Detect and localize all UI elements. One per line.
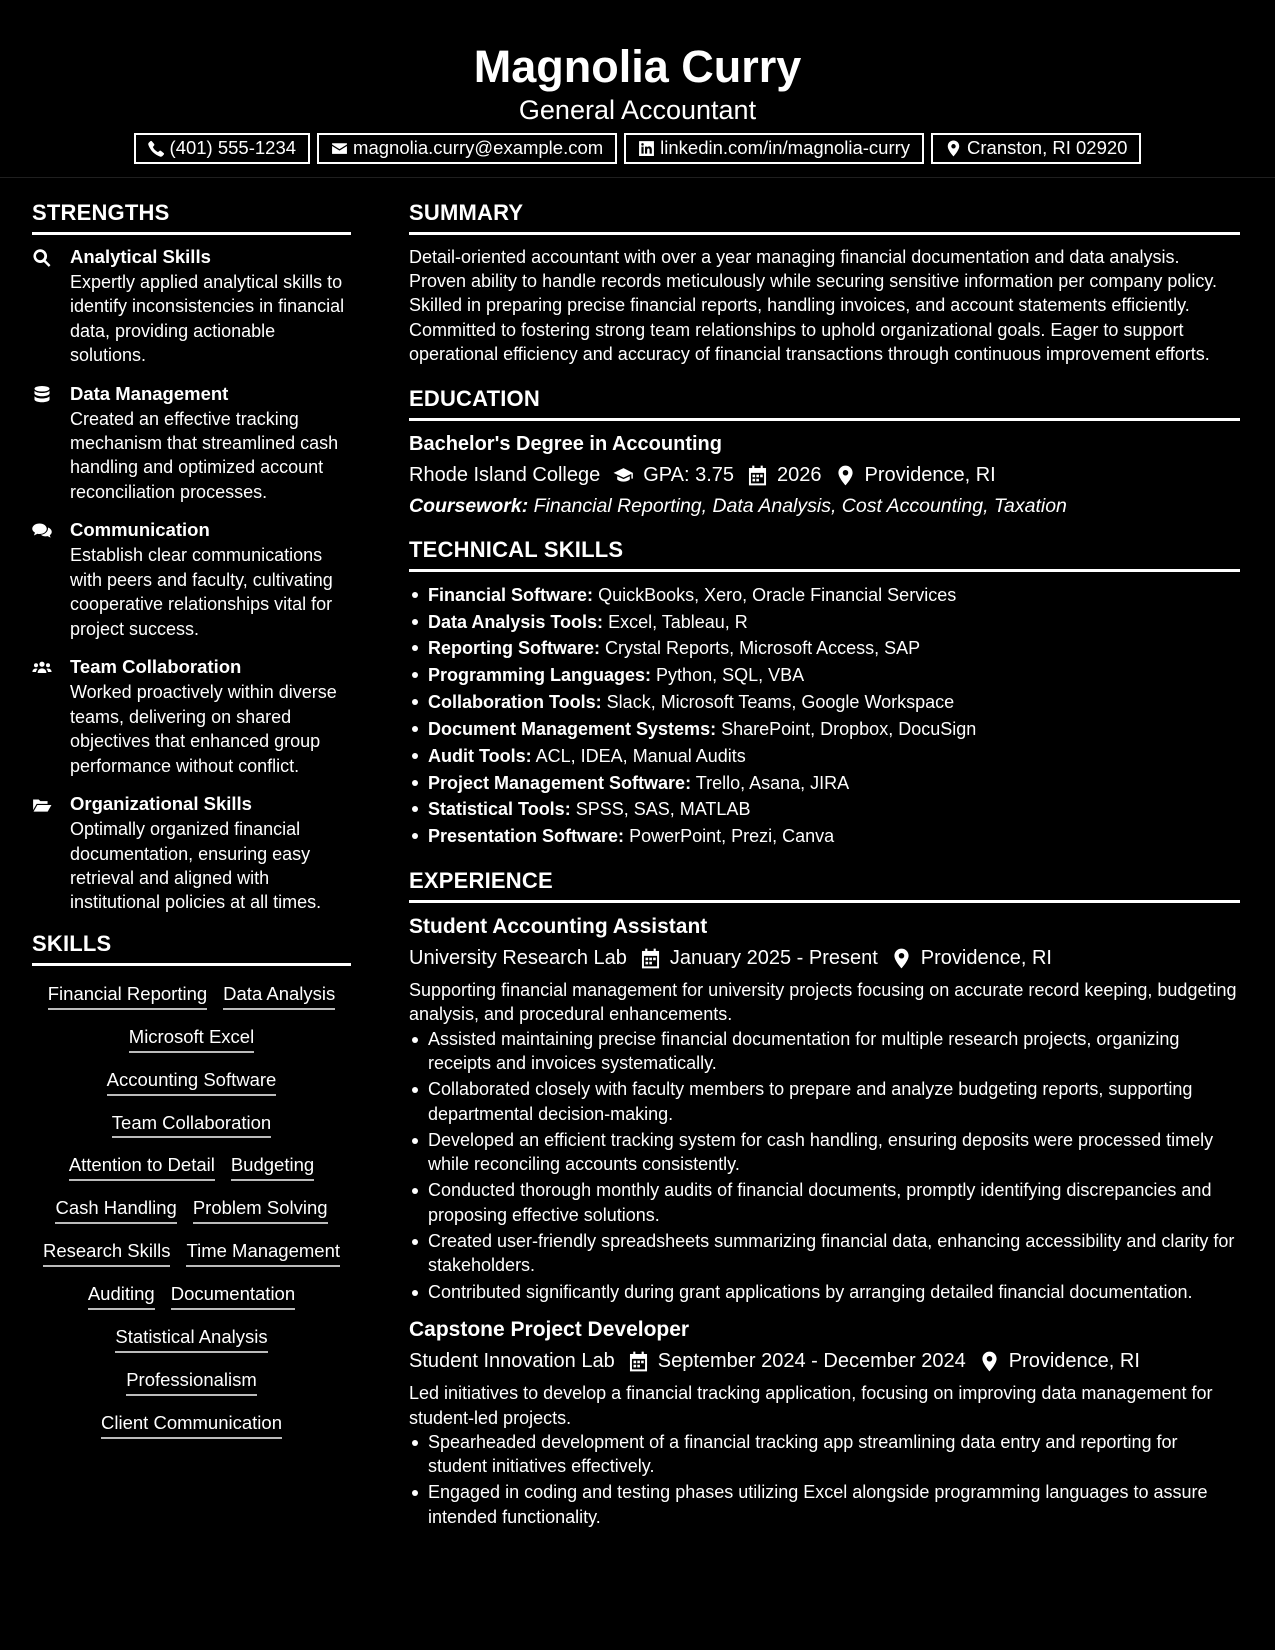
strength-item (32, 382, 351, 505)
gpa: GPA: 3.75 (643, 463, 735, 486)
list-item (409, 582, 1240, 609)
strength-name: Communication (70, 519, 210, 541)
linkedin-contact[interactable] (624, 133, 924, 164)
degree: Bachelor's Degree in Accounting (409, 432, 722, 455)
location-text: Cranston, RI 02920 (967, 137, 1128, 159)
strength-item (32, 655, 351, 778)
email-text: magnolia.curry@example.com (353, 137, 604, 159)
phone-text: (401) 555-1234 (169, 137, 297, 159)
graduation-year: 2026 (777, 463, 822, 486)
summary-heading: SUMMARY (409, 198, 1240, 235)
users-icon (32, 658, 52, 678)
tech-skill-label: Reporting Software: (428, 638, 601, 659)
strength-desc: Expertly applied analytical skills to identify inconsistencies in financial data, providing actionable solutions. (70, 271, 345, 366)
search-icon (32, 248, 52, 268)
tech-skill-label: Financial Software: (428, 584, 594, 605)
tech-skill-value: SharePoint, Dropbox, DocuSign (721, 718, 977, 739)
list-item (409, 796, 1240, 823)
candidate-name: Magnolia Curry (473, 41, 802, 92)
strength-name: Team Collaboration (70, 656, 242, 678)
tech-skill-label: Collaboration Tools: (428, 692, 602, 713)
strength-item (32, 792, 351, 915)
technical-skills-list (409, 582, 1240, 850)
skill-tag: Research Skills (43, 1239, 171, 1267)
skill-tag: Client Communication (101, 1411, 282, 1439)
strength-item (32, 518, 351, 641)
tech-skill-label: Audit Tools: (428, 745, 532, 766)
strengths-heading: STRENGTHS (32, 198, 351, 235)
folder-open-icon (32, 795, 52, 815)
tech-skill-value: Python, SQL, VBA (656, 665, 805, 686)
map-marker-icon (891, 948, 912, 969)
list-item (409, 823, 1240, 850)
contact-bar (0, 133, 1275, 164)
job-title: Student Accounting Assistant (409, 914, 708, 938)
list-item: Spearheaded development of a financial tracking app streamlining data entry and reporting for student initiatives effectively. (409, 1430, 1240, 1479)
tech-skill-value: Crystal Reports, Microsoft Access, SAP (605, 638, 921, 659)
tech-skill-label: Presentation Software: (428, 826, 625, 847)
technical-skills-heading: TECHNICAL SKILLS (409, 535, 1240, 572)
employer: Student Innovation Lab (409, 1350, 615, 1373)
job-bullets (409, 1430, 1240, 1529)
list-item (409, 689, 1240, 716)
skills-heading: SKILLS (32, 929, 351, 966)
skill-tag: Auditing (88, 1282, 155, 1310)
skill-tag: Microsoft Excel (129, 1025, 254, 1053)
list-item (409, 716, 1240, 743)
phone-contact[interactable] (134, 133, 311, 164)
skill-tag: Professionalism (126, 1368, 257, 1396)
job-title: Capstone Project Developer (409, 1317, 690, 1341)
coursework (409, 493, 1240, 519)
skills-cloud (32, 976, 351, 1440)
list-item (409, 770, 1240, 797)
phone-icon (148, 140, 165, 157)
skill-tag: Documentation (171, 1282, 295, 1310)
strength-desc: Establish clear communications with peers and faculty, cultivating cooperative relationships vital for project success. (70, 545, 333, 639)
job-entry (409, 1316, 1240, 1529)
list-item: Created user-friendly spreadsheets summarizing financial data, enhancing accessibility and clarity for stakeholders. (409, 1229, 1240, 1278)
skill-tag: Team Collaboration (112, 1111, 271, 1139)
skill-tag: Problem Solving (193, 1196, 328, 1224)
tech-skill-value: ACL, IDEA, Manual Audits (535, 745, 746, 766)
list-item: Assisted maintaining precise financial documentation for multiple research projects, organizing receipts and invoices systematically. (409, 1027, 1240, 1076)
skill-tag: Accounting Software (107, 1068, 277, 1096)
school: Rhode Island College (409, 463, 601, 486)
education-heading: EDUCATION (409, 384, 1240, 421)
calendar-icon (747, 465, 768, 486)
strength-item (32, 245, 351, 368)
strength-desc: Optimally organized financial documentation, ensuring easy retrieval and aligned with institutional policies at all times. (70, 819, 322, 913)
job-meta (409, 945, 1240, 972)
tech-skill-label: Document Management Systems: (428, 718, 717, 739)
list-item: Contributed significantly during grant applications by arranging detailed financial documentation. (409, 1280, 1240, 1304)
skill-tag: Budgeting (231, 1153, 314, 1181)
list-item: Developed an efficient tracking system for cash handling, ensuring deposits were processed timely while reconciling accounts consistently. (409, 1128, 1240, 1177)
strength-desc: Created an effective tracking mechanism that streamlined cash handling and optimized account reconciliation processes. (70, 408, 339, 502)
tech-skill-label: Programming Languages: (428, 665, 652, 686)
education-meta (409, 462, 1240, 489)
skill-tag: Time Management (186, 1239, 340, 1267)
graduation-cap-icon (613, 465, 634, 486)
job-location: Providence, RI (1008, 1350, 1140, 1373)
list-item (409, 743, 1240, 770)
linkedin-icon (638, 140, 655, 157)
skill-tag: Cash Handling (55, 1196, 176, 1224)
strength-name: Organizational Skills (70, 793, 252, 815)
database-icon (32, 385, 52, 405)
job-meta (409, 1348, 1240, 1375)
tech-skill-label: Data Analysis Tools: (428, 611, 604, 632)
map-marker-icon (979, 1351, 1000, 1372)
list-item (409, 662, 1240, 689)
map-marker-icon (945, 140, 962, 157)
map-marker-icon (835, 465, 856, 486)
tech-skill-value: Excel, Tableau, R (608, 611, 748, 632)
coursework-label: Coursework: (409, 494, 529, 517)
job-location: Providence, RI (920, 947, 1052, 970)
resume-header (0, 0, 1275, 178)
email-contact[interactable] (317, 133, 617, 164)
comments-icon (32, 521, 52, 541)
tech-skill-value: Slack, Microsoft Teams, Google Workspace (606, 692, 955, 713)
skill-tag: Statistical Analysis (115, 1325, 267, 1353)
strength-name: Data Management (70, 382, 229, 404)
job-description: Led initiatives to develop a financial tracking application, focusing on improving data management for student-led projects. (409, 1383, 1213, 1428)
skill-tag: Data Analysis (223, 982, 335, 1010)
location-contact (931, 133, 1141, 164)
education-location: Providence, RI (864, 463, 996, 486)
job-title: General Accountant (518, 94, 757, 125)
employer: University Research Lab (409, 947, 627, 970)
tech-skill-value: QuickBooks, Xero, Oracle Financial Services (598, 584, 957, 605)
linkedin-text: linkedin.com/in/magnolia-curry (660, 137, 911, 159)
envelope-icon (331, 140, 348, 157)
job-entry (409, 913, 1240, 1304)
tech-skill-value: PowerPoint, Prezi, Canva (629, 826, 835, 847)
list-item: Collaborated closely with faculty members to prepare and analyze budgeting reports, supporting departmental decision-making. (409, 1077, 1240, 1126)
strength-desc: Worked proactively within diverse teams, delivering on shared objectives that enhanced group performance without conflict. (70, 682, 337, 776)
left-column (32, 178, 351, 1541)
list-item: Conducted thorough monthly audits of financial documents, promptly identifying discrepancies and proposing effective solutions. (409, 1178, 1240, 1227)
experience-heading: EXPERIENCE (409, 866, 1240, 903)
tech-skill-label: Statistical Tools: (428, 799, 571, 820)
list-item (409, 609, 1240, 636)
summary-text: Detail-oriented accountant with over a year managing financial documentation and data analysis. Proven ability to handle records meticulously while securing sensitive information per company policy. Skilled in preparing precise financial reports, handling invoices, and account statements efficiently. Committed to fostering strong team relationships to uphold organizational goals. Eager to support operational efficiency and accuracy of financial transactions through continuous improvement efforts. (409, 246, 1218, 364)
calendar-icon (628, 1351, 649, 1372)
coursework-list: Financial Reporting, Data Analysis, Cost Accounting, Taxation (533, 494, 1067, 517)
job-description: Supporting financial management for university projects focusing on accurate record keeping, budgeting analysis, and procedural enhancements. (409, 980, 1237, 1025)
skill-tag: Attention to Detail (69, 1153, 215, 1181)
list-item: Engaged in coding and testing phases utilizing Excel alongside programming languages to assure intended functionality. (409, 1480, 1240, 1529)
job-dates: September 2024 - December 2024 (657, 1350, 966, 1373)
skill-tag: Financial Reporting (48, 982, 207, 1010)
strength-name: Analytical Skills (70, 245, 211, 267)
tech-skill-label: Project Management Software: (428, 772, 692, 793)
job-dates: January 2025 - Present (669, 947, 878, 970)
job-bullets (409, 1027, 1240, 1304)
calendar-icon (640, 948, 661, 969)
right-column (409, 178, 1240, 1541)
tech-skill-value: SPSS, SAS, MATLAB (575, 799, 751, 820)
list-item (409, 635, 1240, 662)
tech-skill-value: Trello, Asana, JIRA (695, 772, 850, 793)
